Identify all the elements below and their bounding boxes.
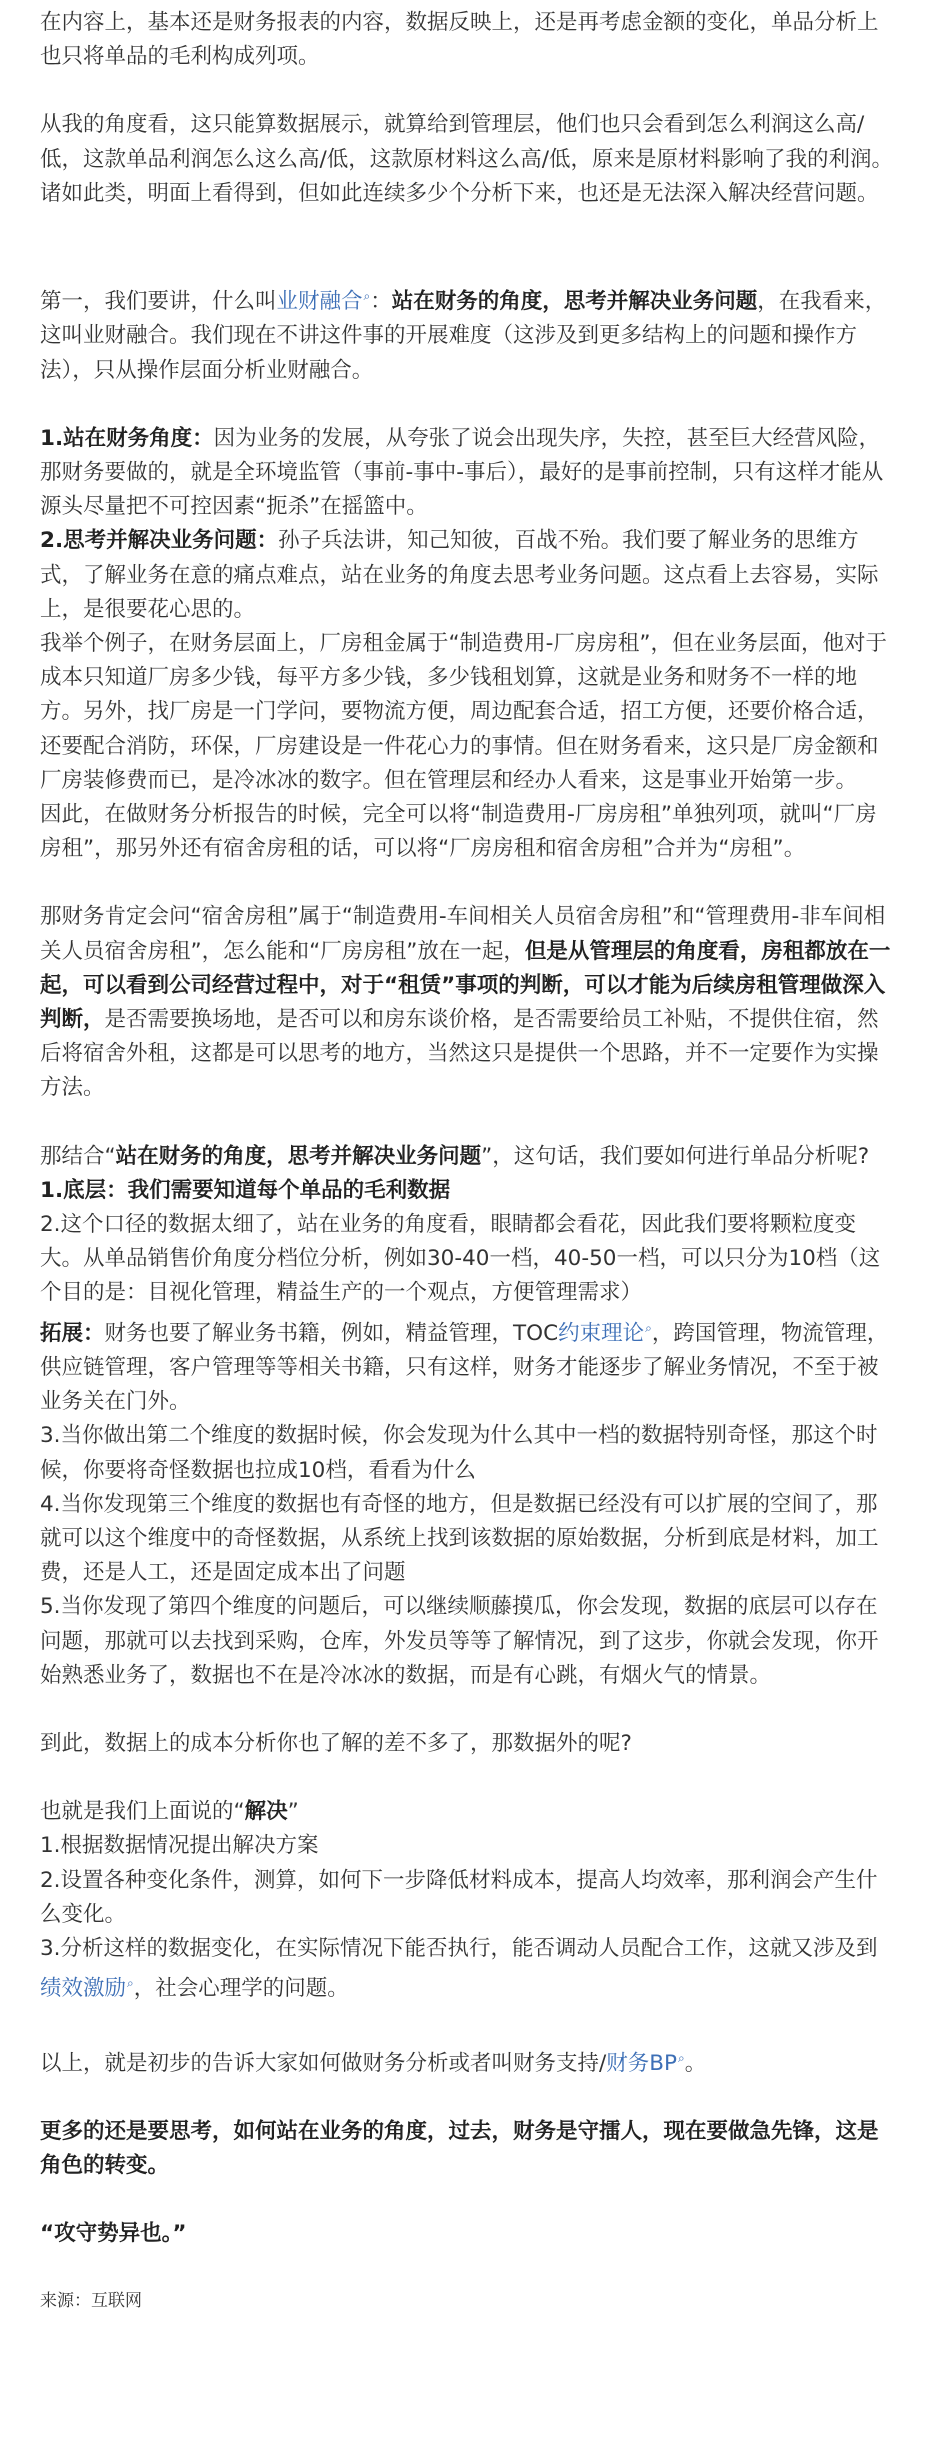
- closing-quote: “攻守势异也。”: [40, 2221, 187, 2247]
- keyword-link-yecai[interactable]: 业财融合 ⌕: [277, 289, 371, 314]
- point-finance-angle: 1.站在财务角度：因为业务的发展，从夸张了说会出现失序，失控，甚至巨大经营风险，那财务要做的，就是全环境监管（事前-事中-事后），最好的是事前控制，只有这样才能从源头尽量把不可控因素“扼杀”在摇篮中。: [40, 425, 884, 520]
- emphasis: 站在财务的角度，思考并解决业务问题: [391, 289, 758, 315]
- example-paragraph: 我举个例子，在财务层面上，厂房租金属于“制造费用-厂房房租”，但在业务层面，他对于成本只知道厂房多少钱，每平方多少钱，多少钱租划算，这就是业务和财务不一样的地方。另外，找厂房是一门学问，要物流方便，周边配套合适，招工方便，还要价格合适，还要配合消防，环保，厂房建设是一件花心力的事情。但在财务看来，这只是厂房金额和厂房装修费而已，是冷冰冰的数字。但在管理层和经办人看来，这是事业开始第一步。: [40, 631, 888, 793]
- keyword-link-finance-bp[interactable]: 财务BP ⌕: [606, 2051, 684, 2076]
- step-4: 4.当你发现第三个维度的数据也有奇怪的地方，但是数据已经没有可以扩展的空间了，那就可以这个维度中的奇怪数据，从系统上找到该数据的原始数据，分析到底是材料，加工费，还是人工，还是固定成本出了问题: [40, 1491, 879, 1586]
- section-one-paragraph: 第一，我们要讲，什么叫业财融合 ⌕ ：站在财务的角度，思考并解决业务问题，在我看来，这叫业财融合。我们现在不讲这件事的开展难度（这涉及到更多结构上的问题和操作方法），只从操作层面分析业财融合。: [40, 279, 898, 388]
- outside-data-paragraph: 到此，数据上的成本分析你也了解的差不多了，那数据外的呢?: [40, 1731, 632, 1757]
- intro-paragraph-1: 在内容上，基本还是财务报表的内容，数据反映上，还是再考虑金额的变化，单品分析上也只将单品的毛利构成列项。: [40, 10, 879, 70]
- rent-paragraph: 那财务肯定会问“宿舍房租”属于“制造费用-车间相关人员宿舍房租”和“管理费用-非车间相关人员宿舍房租”，怎么能和“厂房房租”放在一起，但是从管理层的角度看，房租都放在一起，可以看到公司经营过程中，对于“租赁”事项的判断，可以才能为后续房租管理做深入判断，是否需要换场地，是否可以和房东谈价格，是否需要给员工补贴，不提供住宿，然后将宿舍外租，这都是可以思考的地方，当然这只是提供一个思路，并不一定要作为实操方法。: [40, 904, 891, 1101]
- expand-paragraph: 拓展：财务也要了解业务书籍，例如，精益管理，TOC约束理论 ⌕ ，跨国管理，物流管理，供应链管理，客户管理等等相关书籍，只有这样，财务才能逐步了解业务情况，不至于被业务关在门外。: [40, 1311, 898, 1420]
- solve-item-3: 3.分析这样的数据变化，在实际情况下能否执行，能否调动人员配合工作，这就又涉及到绩效激励 ⌕ ，社会心理学的问题。: [40, 1932, 898, 2007]
- keyword-link-toc[interactable]: 约束理论 ⌕: [558, 1321, 652, 1346]
- point-solve-business: 2.思考并解决业务问题：孙子兵法讲，知己知彼，百战不殆。我们要了解业务的思维方式，了解业务在意的痛点难点，站在业务的角度去思考业务问题。这点看上去容易，实际上，是很要花心思的。: [40, 528, 879, 622]
- intro-paragraph-2: 从我的角度看，这只能算数据展示，就算给到管理层，他们也只会看到怎么利润这么高/低，这款单品利润怎么这么高/低，这款原材料这么高/低，原来是原材料影响了我的利润。诸如此类，明面上看得到，但如此连续多少个分析下来，也还是无法深入解决经营问题。: [40, 112, 893, 206]
- solve-heading: 也就是我们上面说的“解决”: [40, 1799, 299, 1825]
- step-1: 1.底层：我们需要知道每个单品的毛利数据: [40, 1177, 451, 1203]
- summary-paragraph: 以上，就是初步的告诉大家如何做财务分析或者叫财务支持/财务BP ⌕ 。: [40, 2041, 898, 2081]
- therefore-paragraph: 因此，在做财务分析报告的时候，完全可以将“制造费用-厂房房租”单独列项，就叫“厂房房租”，那另外还有宿舍房租的话，可以将“厂房房租和宿舍房租”合并为“房租”。: [40, 802, 877, 862]
- step-5: 5.当你发现了第四个维度的问题后，可以继续顺藤摸瓜，你会发现，数据的底层可以存在问题，那就可以去找到采购，仓库，外发员等等了解情况，到了这步，你就会发现，你开始熟悉业务了，数据也不在是冷冰冰的数据，而是有心跳，有烟火气的情景。: [40, 1594, 879, 1688]
- closing-paragraph: 更多的还是要思考，如何站在业务的角度，过去，财务是守擂人，现在要做急先锋，这是角色的转变。: [40, 2118, 879, 2179]
- step-2: 2.这个口径的数据太细了，站在业务的角度看，眼睛都会看花，因此我们要将颗粒度变大。从单品销售价角度分档位分析，例如30-40一档，40-50一档，可以只分为10档（这个目的是：目视化管理，精益生产的一个观点，方便管理需求）: [40, 1212, 881, 1306]
- solve-item-1: 1.根据数据情况提出解决方案: [40, 1833, 319, 1859]
- step-3: 3.当你做出第二个维度的数据时候，你会发现为什么其中一档的数据特别奇怪，那这个时候，你要将奇怪数据也拉成10档，看看为什么: [40, 1423, 878, 1483]
- keyword-link-performance[interactable]: 绩效激励 ⌕: [40, 1976, 134, 2001]
- source-note: 来源：互联网: [40, 2290, 142, 2311]
- combine-paragraph: 那结合“站在财务的角度，思考并解决业务问题”，这句话，我们要如何进行单品分析呢?: [40, 1143, 870, 1169]
- solve-item-2: 2.设置各种变化条件，测算，如何下一步降低材料成本，提高人均效率，那利润会产生什么变化。: [40, 1867, 878, 1927]
